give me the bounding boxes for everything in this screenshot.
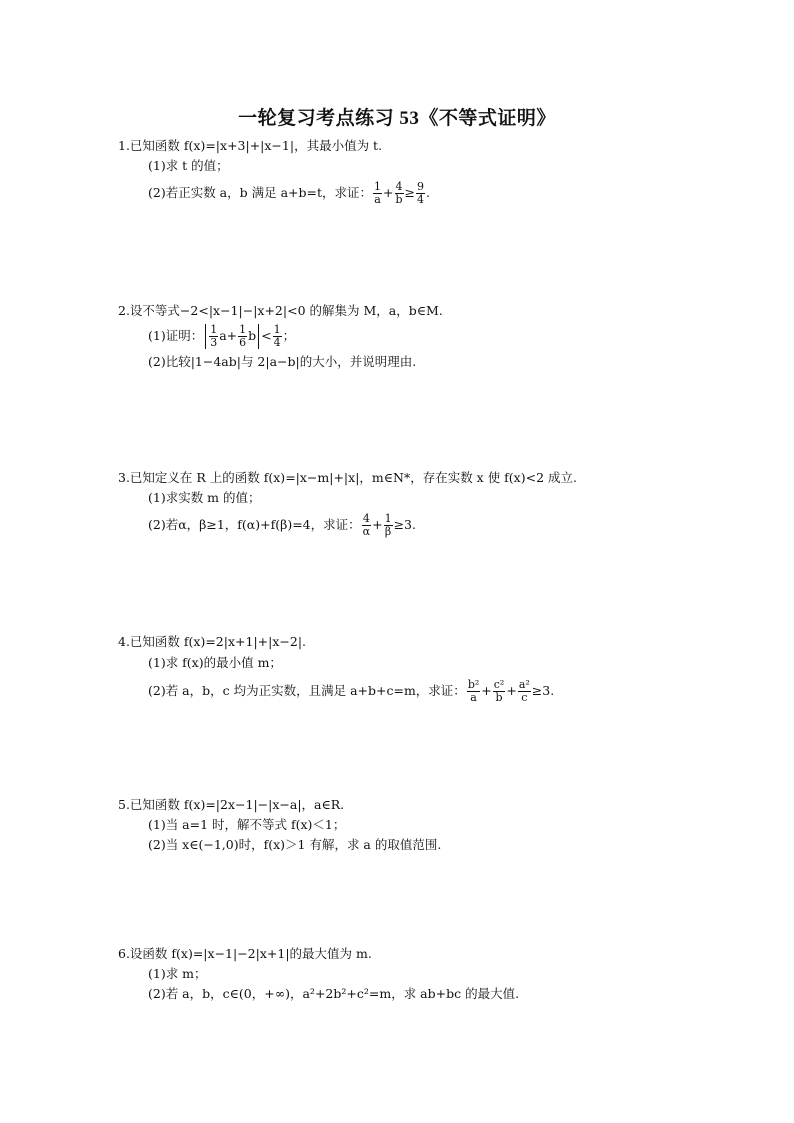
fraction: $\frac{9}{4}$: [417, 180, 425, 206]
absolute-value-expression: $\frac{1}{3}$ a+ $\frac{1}{6}$ b: [205, 324, 259, 349]
problem-4-part-2: (2)若 a，b，c 均为正实数，且满足 a+b+c=m，求证： $\frac{\text{b²}}{a}$ + $\frac{\text{c²}}{b}$ + $\frac{\text{a²}}{c}$ ≥3.: [148, 678, 555, 704]
problem-2-stem: 2.设不等式−2<|x−1|−|x+2|<0 的解集为 M，a，b∈M.: [118, 303, 443, 318]
problem-5-part-1: (1)当 a=1 时，解不等式 f(x)＜1；: [148, 817, 346, 832]
problem-5-stem: 5.已知函数 f(x)=|2x−1|−|x−a|，a∈R.: [118, 797, 345, 812]
page-title: 一轮复习考点练习 53《不等式证明》: [238, 108, 556, 129]
problem-2-part-1-text: (1)证明：: [148, 328, 204, 343]
problem-3: [118, 469, 718, 538]
fraction: $\frac{\text{c²}}{b}$: [493, 678, 505, 704]
problem-4-part-2-text: (2)若 a，b，c 均为正实数，且满足 a+b+c=m，求证：: [148, 683, 466, 698]
problem-3-part-2-text: (2)若α，β≥1，f(α)+f(β)=4，求证：: [148, 517, 361, 532]
problem-1: [118, 137, 718, 206]
problem-5: [118, 796, 718, 854]
problem-1-part-2: (2)若正实数 a，b 满足 a+b=t，求证： $\frac{1}{a}$ + $\frac{4}{b}$ ≥ $\frac{9}{4}$ .: [148, 180, 431, 206]
problem-1-part-1: (1)求 t 的值；: [148, 158, 229, 173]
fraction: $\frac{1}{\beta}$: [384, 512, 392, 538]
problem-3-part-1: (1)求实数 m 的值；: [148, 490, 261, 505]
problem-6: [118, 945, 718, 1003]
problem-3-part-2: (2)若α，β≥1，f(α)+f(β)=4，求证： $\frac{4}{\alpha}$ + $\frac{1}{\beta}$ ≥3.: [148, 512, 416, 538]
problem-6-part-2: (2)若 a，b，c∈(0，+∞)，a²+2b²+c²=m，求 ab+bc 的最大值.: [148, 986, 520, 1001]
problem-3-stem: 3.已知定义在 R 上的函数 f(x)=|x−m|+|x|，m∈N*，存在实数 x 使 f(x)<2 成立.: [118, 470, 577, 485]
problem-4: [118, 633, 718, 704]
problem-2-part-1: (1)证明： $\frac{1}{3}$ a+ $\frac{1}{6}$ b < $\frac{1}{4}$ ；: [148, 323, 296, 349]
problem-6-stem: 6.设函数 f(x)=|x−1|−2|x+1|的最大值为 m.: [118, 946, 372, 961]
problem-1-part-2-text: (2)若正实数 a，b 满足 a+b=t，求证：: [148, 185, 373, 200]
problem-5-part-2: (2)当 x∈(−1,0)时，f(x)＞1 有解，求 a 的取值范围.: [148, 837, 442, 852]
fraction: $\frac{\text{b²}}{a}$: [467, 678, 480, 704]
problem-4-part-1: (1)求 f(x)的最小值 m；: [148, 655, 282, 670]
fraction: $\frac{4}{b}$: [395, 180, 403, 206]
problem-1-stem: 1.已知函数 f(x)=|x+3|+|x−1|，其最小值为 t.: [118, 138, 383, 153]
problem-4-stem: 4.已知函数 f(x)=2|x+1|+|x−2|.: [118, 634, 307, 649]
problem-2: [118, 302, 718, 371]
fraction: $\frac{1}{a}$: [374, 180, 382, 206]
problem-2-part-2: (2)比较|1−4ab|与 2|a−b|的大小，并说明理由.: [148, 354, 417, 369]
problem-6-part-1: (1)求 m；: [148, 966, 207, 981]
fraction: $\frac{1}{4}$: [273, 323, 281, 349]
fraction: $\frac{4}{\alpha}$: [362, 512, 371, 538]
fraction: $\frac{\text{a²}}{c}$: [518, 678, 530, 704]
